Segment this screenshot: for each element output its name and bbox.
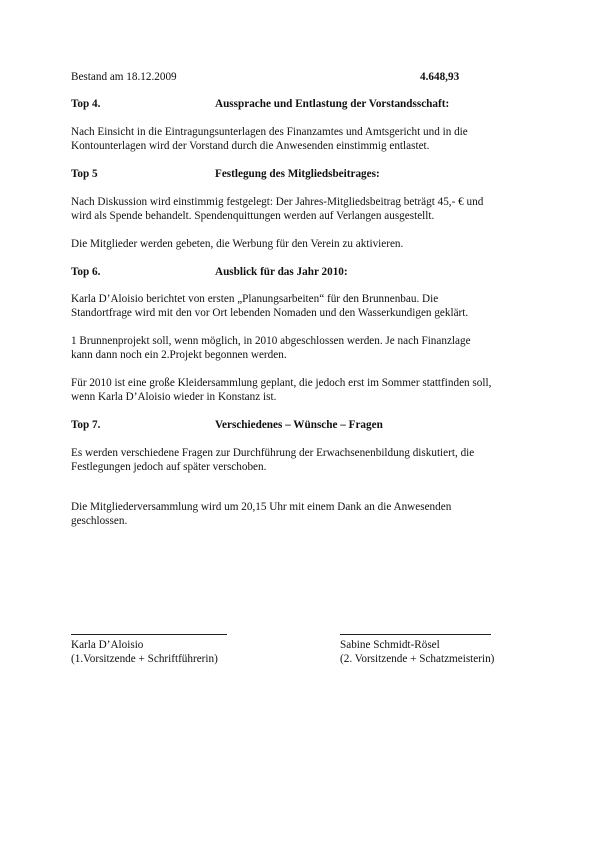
- top4-title: Aussprache und Entlastung der Vorstandsschaft:: [215, 98, 450, 110]
- text-line: Festlegungen jedoch auf später verschoben.: [71, 461, 267, 474]
- signature-role-right: (2. Vorsitzende + Schatzmeisterin): [340, 653, 495, 665]
- text-line: Kontounterlagen wird der Vorstand durch die Anwesenden einstimmig entlastet.: [71, 140, 430, 153]
- top5-number: Top 5: [71, 168, 98, 180]
- top7-number: Top 7.: [71, 419, 101, 431]
- signature-name-left: Karla D’Aloisio: [71, 639, 144, 651]
- balance-amount: 4.648,93: [420, 71, 460, 83]
- closing-paragraph: [71, 500, 531, 528]
- top5-paragraph-2: [71, 237, 531, 251]
- top6-paragraph-1: [71, 292, 531, 320]
- balance-label: Bestand am 18.12.2009: [71, 71, 177, 83]
- text-line: Karla D’Aloisio berichtet von ersten „Planungsarbeiten“ für den Brunnenbau. Die: [71, 293, 439, 305]
- text-line: wird als Spende behandelt. Spendenquittungen werden auf Verlangen ausgestellt.: [71, 210, 435, 223]
- text-line: Für 2010 ist eine große Kleidersammlung geplant, die jedoch erst im Sommer stattfinden soll,: [71, 377, 492, 389]
- top6-paragraph-2: [71, 334, 531, 362]
- signature-line-right: [340, 634, 491, 635]
- top7-title: Verschiedenes – Wünsche – Fragen: [215, 419, 383, 431]
- top6-title: Ausblick für das Jahr 2010:: [215, 266, 348, 278]
- text-line: 1 Brunnenprojekt soll, wenn möglich, in 2010 abgeschlossen werden. Je nach Finanzlage: [71, 335, 471, 347]
- text-line: Standortfrage wird mit den vor Ort lebenden Nomaden und den Wasserkundigen geklärt.: [71, 307, 469, 320]
- text-line: geschlossen.: [71, 515, 128, 528]
- text-line: Die Mitglieder werden gebeten, die Werbung für den Verein zu aktivieren.: [71, 238, 404, 250]
- text-line: kann dann noch ein 2.Projekt begonnen werden.: [71, 349, 287, 362]
- text-line: Die Mitgliederversammlung wird um 20,15 Uhr mit einem Dank an die Anwesenden: [71, 501, 452, 513]
- text-line: wenn Karla D’Aloisio wieder in Konstanz ist.: [71, 391, 277, 404]
- top7-paragraph: [71, 446, 531, 474]
- top6-number: Top 6.: [71, 266, 101, 278]
- top6-paragraph-3: [71, 376, 531, 404]
- signature-name-right: Sabine Schmidt-Rösel: [340, 639, 440, 651]
- top5-paragraph-1: [71, 195, 531, 223]
- text-line: Nach Diskussion wird einstimmig festgelegt: Der Jahres-Mitgliedsbeitrag beträgt 45,- € und: [71, 196, 484, 208]
- top4-paragraph: [71, 125, 531, 153]
- signature-line-left: [71, 634, 227, 635]
- signature-role-left: (1.Vorsitzende + Schriftführerin): [71, 653, 218, 665]
- text-line: Es werden verschiedene Fragen zur Durchführung der Erwachsenenbildung diskutiert, die: [71, 447, 475, 459]
- top4-number: Top 4.: [71, 98, 101, 110]
- top5-title: Festlegung des Mitgliedsbeitrages:: [215, 168, 380, 180]
- text-line: Nach Einsicht in die Eintragungsunterlagen des Finanzamtes und Amtsgericht und in die: [71, 126, 468, 138]
